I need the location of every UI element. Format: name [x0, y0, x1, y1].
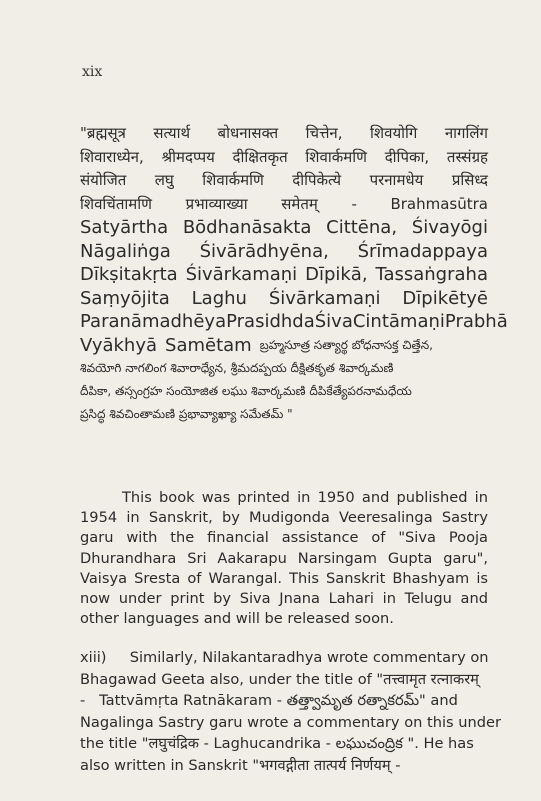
word: दीक्षितकृत [232, 147, 288, 166]
word: प्रसिध्द [451, 171, 488, 189]
word: परनामधेय [369, 171, 424, 189]
text-line [80, 357, 488, 380]
text-line [80, 169, 488, 193]
word: Prabhā [444, 311, 508, 332]
word: Śivārkamaṇi [185, 264, 298, 285]
commentary-paragraph [80, 647, 502, 777]
text-line: - Tattvāmṛta Ratnākaram - తత్త్వామృత రత్నాకరమ్" and [80, 692, 458, 710]
text-line: Bhagawad Geeta also, under the title of "तत्त्वामृत रत्नाकरम् [80, 670, 479, 688]
text-line [80, 310, 508, 334]
publication-paragraph [80, 488, 488, 629]
word: चित्तेन, [305, 124, 343, 142]
word: दीपिका, [384, 147, 430, 166]
telugu-text: శివయోగి నాగలింగ శివారాధ్యేన, శ్రీమదప్పయ దీక్షితకృత శివార్కమణి [80, 361, 394, 375]
word: लघु [154, 171, 174, 189]
text-line [80, 287, 488, 311]
word: नागलिंग [444, 124, 488, 142]
word: Cintāmaṇi [352, 311, 445, 332]
word: - [351, 194, 357, 213]
telugu-text: దీపికా, తస్సంగ్రహ సంయోజిత లఘు శివార్కమణి దీపికేత్యేపరనామధేయ [80, 384, 412, 398]
word: Laghu [191, 287, 247, 309]
text-line: the title "लघुचंद्रिक - Laghucandrika - లఘుచంద్రిక ". He has [80, 735, 474, 753]
word: तस्संग्रह [446, 147, 488, 166]
paragraph-text: This book was printed in 1950 and published in 1954 in Sanskrit, by Mudigonda Veeresalinga Sastry garu with the financial assistance of "Siva Pooja Dhurandhara Sri Aakarapu Narsingam Gupta garu", Vaisya Sresta of Warangal. This Sanskrit Bhashyam is now under print by Siva Jnana Lahari in Telugu and other languages and will be released soon. [80, 489, 488, 628]
word: Śivārādhyēna, [199, 240, 329, 262]
word: Samētam [165, 334, 252, 356]
word: Tassaṅgraha [375, 264, 488, 285]
word: Nāgaliṅga [80, 240, 171, 262]
word: श्रीमदप्पय [161, 147, 215, 166]
text-line [80, 216, 488, 240]
title-paragraph [80, 122, 508, 426]
word: Saṃyōjita [80, 287, 170, 309]
word: Bōdhanāsakta [182, 217, 312, 238]
word: शिवाराध्येन, [80, 147, 144, 166]
text-line [80, 334, 488, 358]
text-line [80, 403, 488, 426]
word: Brahmasūtra [390, 194, 488, 213]
text-line: xiii) Similarly, Nilakantaradhya wrote commentary on [80, 649, 489, 666]
word: Dīkṣitakṛta [80, 264, 178, 285]
word: शिवार्कमणि [305, 147, 367, 166]
word: Prasidhda [226, 311, 315, 332]
word: "ब्रह्मसूत्र [80, 124, 126, 142]
page-number: xix [82, 64, 103, 80]
word: Dīpikētyē [402, 287, 488, 309]
word: समेतम् [281, 194, 318, 213]
text-line: also written in Sanskrit "भगवद्गीता तात्पर्य निर्णयम् - [80, 756, 401, 774]
word: शिवचिंतामणि [80, 194, 152, 213]
word: Śivārkamaṇi [268, 287, 381, 309]
word: प्रभाव्याख्या [185, 194, 248, 213]
word: Śivayōgi [411, 217, 488, 238]
word: शिवार्कमणि [202, 171, 264, 189]
text-line [80, 240, 488, 264]
word: Satyārtha [80, 217, 169, 238]
text-line [80, 193, 488, 217]
telugu-text: ప్రసిద్ధ శివచింతామణి ప్రభావ్యాఖ్యా సమేతమ్ " [80, 407, 293, 421]
word: Śrīmadappaya [357, 240, 488, 262]
text-line: Nagalinga Sastry garu wrote a commentary on this under [80, 713, 502, 731]
telugu-text: బ్రహ్మసూత్ర సత్యార్థ బోధనాసక్త చిత్తేన, [259, 337, 433, 352]
text-line [80, 380, 488, 403]
word: संयोजित [80, 171, 127, 189]
word: Cittēna, [326, 217, 398, 238]
word: शिवयोगि [370, 124, 418, 142]
word: Śiva [314, 311, 353, 332]
text-line [80, 263, 488, 287]
word: सत्यार्थ [153, 124, 191, 142]
word: बोधनासक्त [217, 124, 279, 142]
word: Vyākhyā [80, 334, 158, 356]
text-line [80, 146, 488, 170]
text-line [80, 122, 488, 146]
word: Dīpikā, [305, 264, 368, 285]
word: Paranāmadhēya [80, 311, 227, 332]
word: दीपिकेत्ये [292, 171, 342, 189]
